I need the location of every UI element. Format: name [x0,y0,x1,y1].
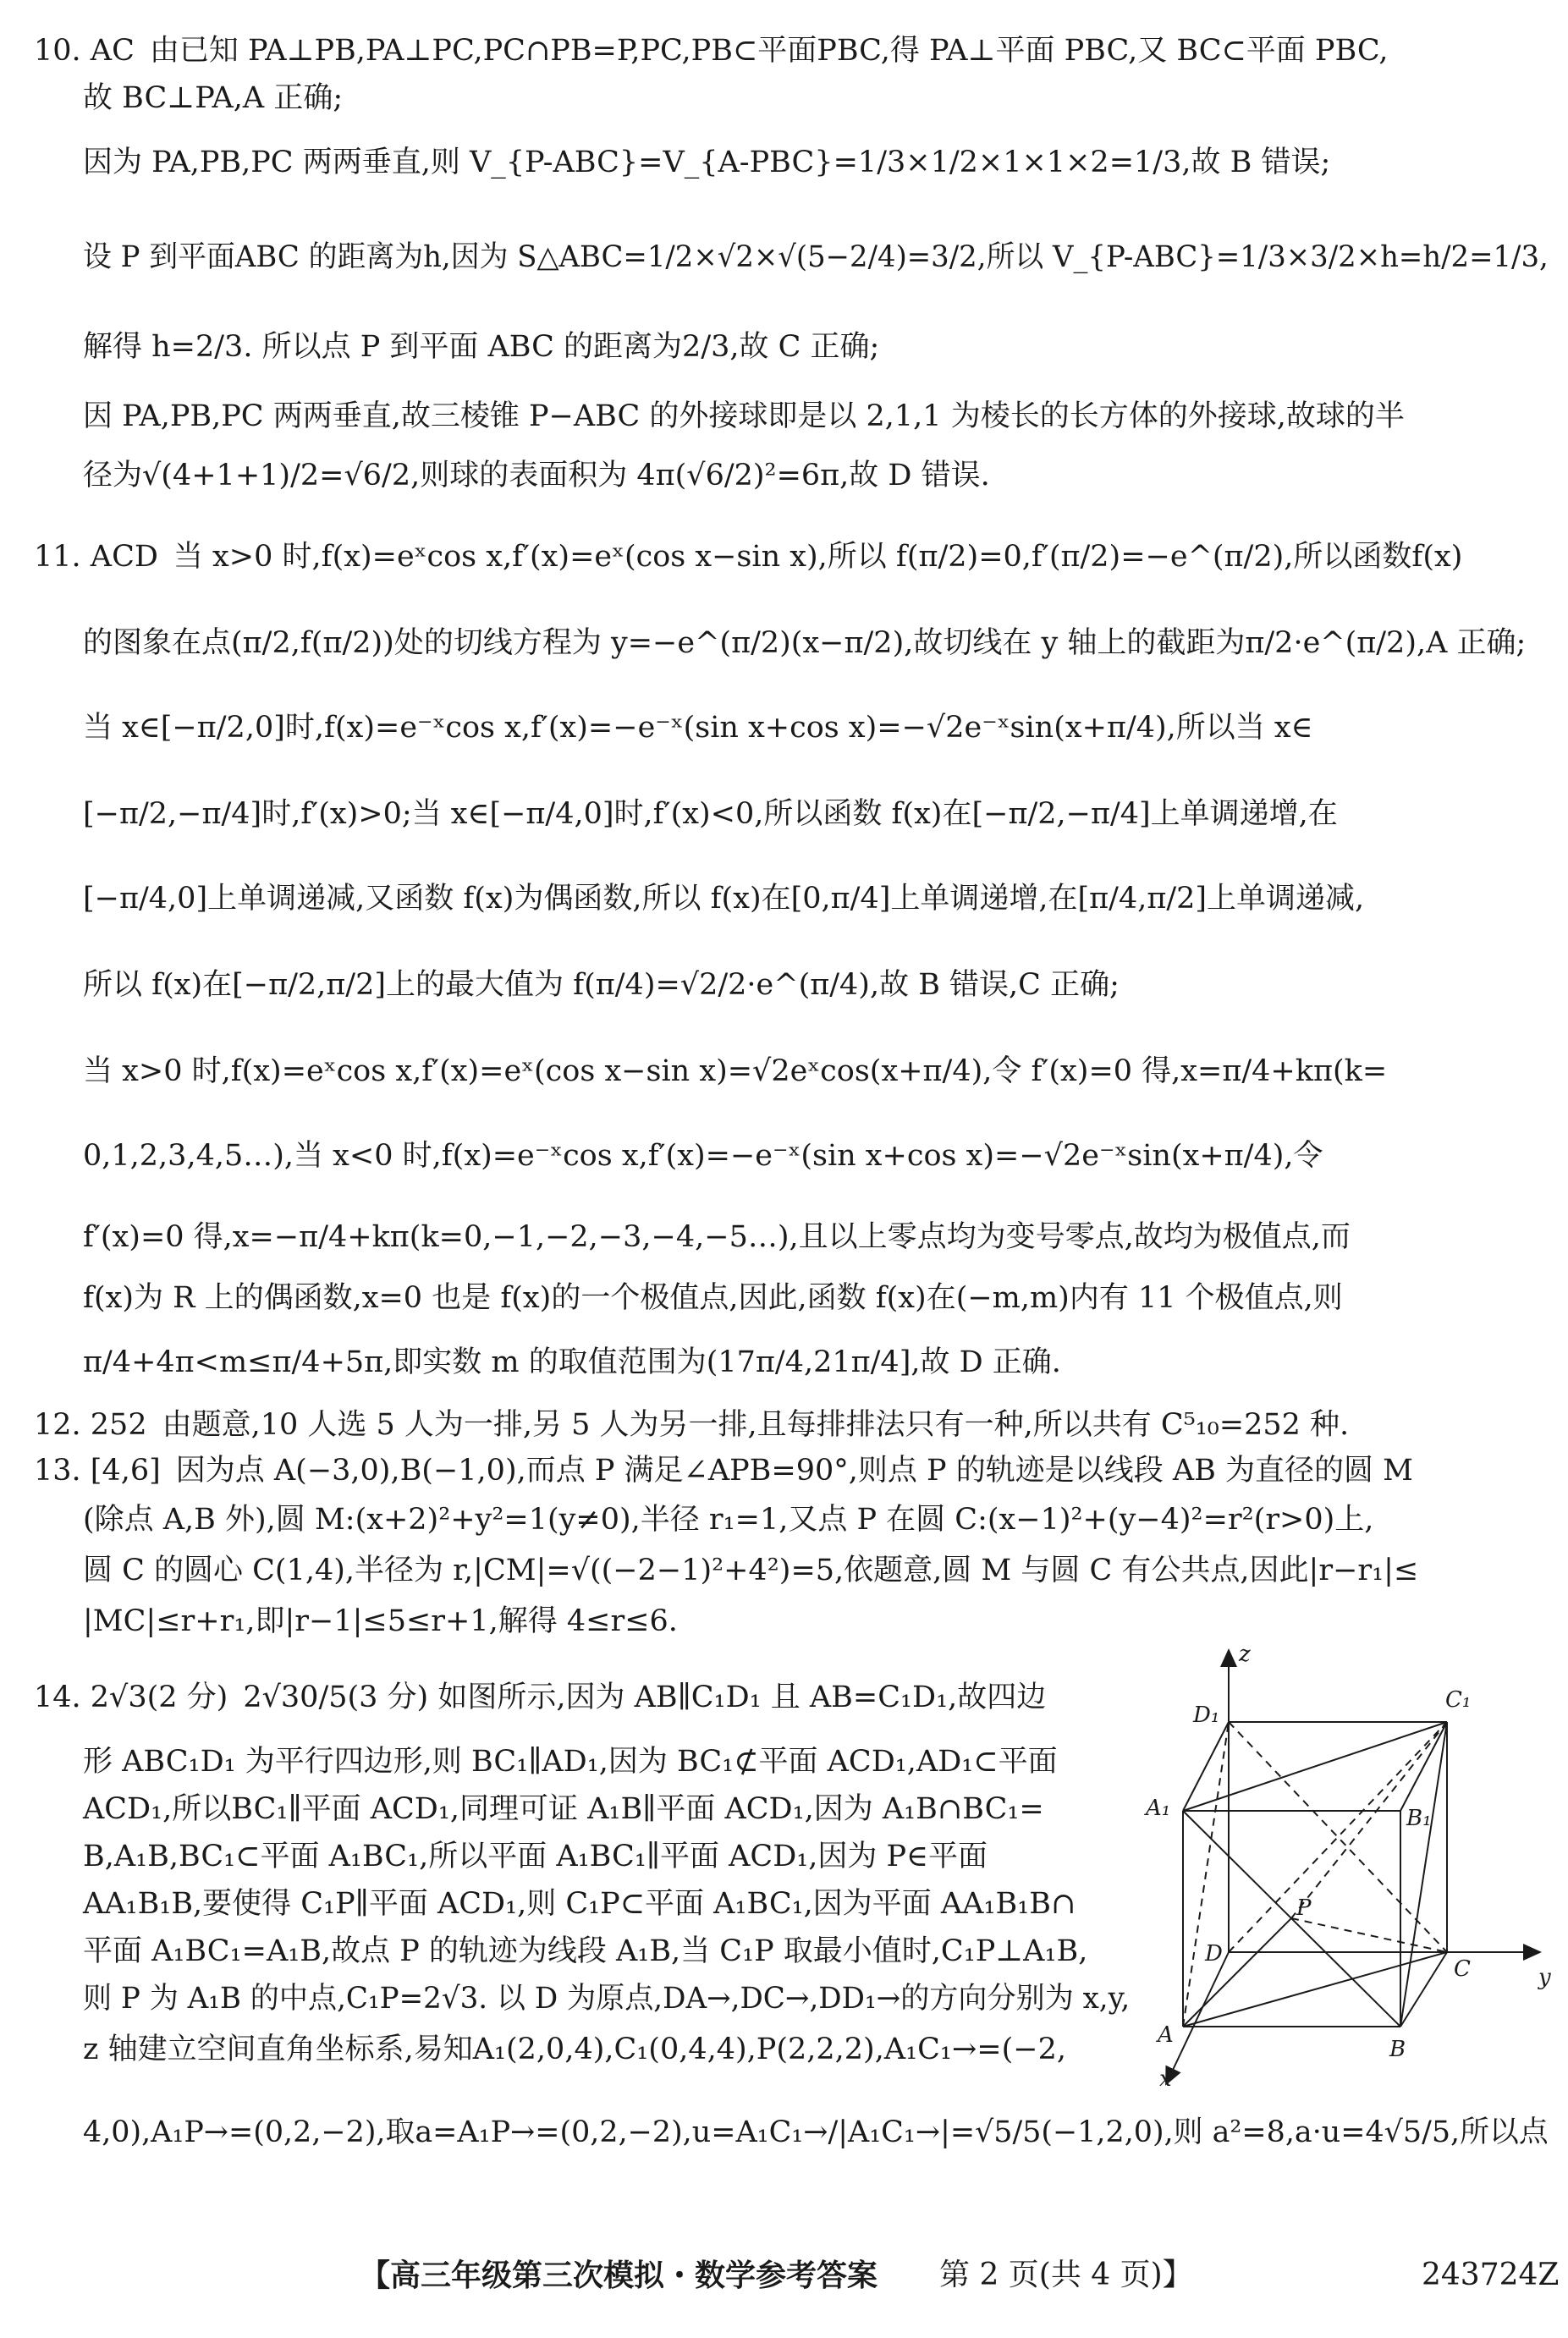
label-d1: D₁ [1193,1703,1220,1728]
text-line [83,2114,1549,2151]
line-text: [−π/4,0]上单调递减,又函数 f(x)为偶函数,所以 f(x)在[0,π/4]上单调递增,在[π/4,π/2]上单调递减, [83,882,1365,916]
line-text: π/4+4π<m≤π/4+5π,即实数 m 的取值范围为(17π/4,21π/4],故 D 正确. [83,1345,1061,1379]
text-line [83,144,1330,181]
text-line [83,1137,1323,1175]
text-line [83,328,879,366]
line-text: 径为√(4+1+1)/2=√6/2,则球的表面积为 4π(√6/2)²=6π,故 D 错误. [83,459,990,492]
line-text: 当 x>0 时,f(x)=eˣcos x,f′(x)=eˣ(cos x−sin x)=√2eˣcos(x+π/4),令 f′(x)=0 得,x=π/4+kπ(k= [83,1054,1388,1088]
text-line [83,1603,678,1640]
text-line [34,1452,1413,1489]
x-axis-line [1166,1952,1229,2084]
line-text: 平面 A₁BC₁=A₁B,故点 P 的轨迹为线段 A₁B,当 C₁P 取最小值时,C₁P⊥A₁B, [83,1934,1088,1968]
label-p: P [1296,1895,1312,1921]
footer-title: 【高三年级第三次模拟・数学参考答案 [360,2258,878,2293]
line-text: 4,0),A₁P→=(0,2,−2),取a=A₁P→=(0,2,−2),u=A₁C₁→/|A₁C₁→|=√5/5(−1,2,0),则 a²=8,a·u=4√5/5,所以点 [83,2115,1549,2149]
label-y: y [1538,1965,1551,1990]
text-line [83,1219,1351,1256]
question-number: 13. [4,6] [34,1454,161,1488]
line-text: B,A₁B,BC₁⊂平面 A₁BC₁,所以平面 A₁BC₁∥平面 ACD₁,因为 P∈平面 [83,1840,988,1873]
text-line [83,795,1338,833]
question-number: 14. 2√3(2 分) [34,1681,228,1714]
text-line [83,1933,1087,1970]
text-line [83,1980,1130,2017]
question-number: 11. ACD [34,540,158,574]
text-line [83,398,1405,435]
text-line [83,1501,1373,1538]
text-line [34,1679,1046,1716]
line-text: 当 x>0 时,f(x)=eˣcos x,f′(x)=eˣ(cos x−sin x),所以 f(π/2)=0,f′(π/2)=−e^(π/2),所以函数f(x) [173,540,1463,574]
line-text: 设 P 到平面ABC 的距离为h,因为 S△ABC=1/2×√2×√(5−2/4)=3/2,所以 V_{P-ABC}=1/3×3/2×h=h/2=1/3, [83,240,1549,274]
text-line [34,1406,1349,1444]
text-line [83,624,1526,662]
text-line [83,239,1549,276]
line-text: 因为 PA,PB,PC 两两垂直,则 V_{P-ABC}=V_{A-PBC}=1/3×1/2×1×1×2=1/3,故 B 错误; [83,146,1331,179]
dash-pc [1291,1918,1447,1952]
label-b1: B₁ [1406,1806,1432,1831]
line-text: f(x)为 R 上的偶函数,x=0 也是 f(x)的一个极值点,因此,函数 f(x)在(−m,m)内有 11 个极值点,则 [83,1281,1343,1315]
line-text: 由题意,10 人选 5 人为一排,另 5 人为另一排,且每排排法只有一种,所以共有 C⁵₁₀=252 种. [162,1408,1350,1442]
text-line [83,966,1120,1004]
label-a: A [1158,2022,1174,2048]
text-line [83,709,1313,746]
footer-code: 243724Z [1422,2258,1560,2292]
text-line [83,1838,988,1875]
text-line [83,1053,1387,1090]
line-text: ACD₁,所以BC₁∥平面 ACD₁,同理可证 A₁B∥平面 ACD₁,因为 A₁B∩BC₁= [83,1792,1044,1826]
line-text: 故 BC⊥PA,A 正确; [83,81,344,115]
line-text: 当 x∈[−π/2,0]时,f(x)=e⁻ˣcos x,f′(x)=−e⁻ˣ(sin x+cos x)=−√2e⁻ˣsin(x+π/4),所以当 x∈ [83,711,1313,745]
line-text: [−π/2,−π/4]时,f′(x)>0;当 x∈[−π/4,0]时,f′(x)<0,所以函数 f(x)在[−π/2,−π/4]上单调递增,在 [83,797,1338,831]
label-c1: C₁ [1445,1687,1472,1713]
line-text: |MC|≤r+r₁,即|r−1|≤5≤r+1,解得 4≤r≤6. [83,1604,678,1638]
line-text: 解得 h=2/3. 所以点 P 到平面 ABC 的距离为2/3,故 C 正确; [83,330,880,364]
line-text: z 轴建立空间直角坐标系,易知A₁(2,0,4),C₁(0,4,4),P(2,2,2),A₁C₁→=(−2, [83,2033,1066,2066]
line-text: 2√30/5(3 分) 如图所示,因为 AB∥C₁D₁ 且 AB=C₁D₁,故四边 [243,1681,1047,1714]
text-line [83,80,343,117]
line-text: (除点 A,B 外),圆 M:(x+2)²+y²=1(y≠0),半径 r₁=1,又点 P 在圆 C:(x−1)²+(y−4)²=r²(r>0)上, [83,1503,1374,1537]
label-z: z [1239,1642,1251,1667]
footer-page-number: 第 2 页(共 4 页)】 [939,2258,1193,2292]
line-text: 0,1,2,3,4,5…),当 x<0 时,f(x)=e⁻ˣcos x,f′(x)=−e⁻ˣ(sin x+cos x)=−√2e⁻ˣsin(x+π/4),令 [83,1139,1323,1173]
text-line [83,1552,1418,1589]
line-text: 因为点 A(−3,0),B(−1,0),而点 P 满足∠APB=90°,则点 P 的轨迹是以线段 AB 为直径的圆 M [175,1454,1413,1488]
text-line [83,1743,1058,1780]
diag-ap [1183,1918,1291,2027]
text-line [83,1791,1044,1828]
text-line [34,538,1462,575]
line-text: 形 ABC₁D₁ 为平行四边形,则 BC₁∥AD₁,因为 BC₁⊄平面 ACD₁,AD₁⊂平面 [83,1745,1058,1779]
question-number: 10. AC [34,34,135,68]
line-text: 圆 C 的圆心 C(1,4),半径为 r,|CM|=√((−2−1)²+4²)=5,依题意,圆 M 与圆 C 有公共点,因此|r−r₁|≤ [83,1554,1419,1587]
text-line [83,880,1364,917]
text-line [83,1344,1061,1381]
text-line [83,457,990,494]
label-a1: A₁ [1146,1796,1171,1821]
line-text: 则 P 为 A₁B 的中点,C₁P=2√3. 以 D 为原点,DA→,DC→,DD₁→的方向分别为 x,y, [83,1982,1131,2016]
text-line [34,32,1389,69]
line-text: 的图象在点(π/2,f(π/2))处的切线方程为 y=−e^(π/2)(x−π/2),故切线在 y 轴上的截距为π/2·e^(π/2),A 正确; [83,626,1527,660]
line-text: AA₁B₁B,要使得 C₁P∥平面 ACD₁,则 C₁P⊂平面 A₁BC₁,因为平面 AA₁B₁B∩ [83,1887,1076,1921]
text-line [83,2031,1066,2068]
line-text: 由已知 PA⊥PB,PA⊥PC,PC∩PB=P,PC,PB⊂平面PBC,得 PA⊥平面 PBC,又 BC⊂平面 PBC, [149,34,1389,68]
label-c: C [1454,1956,1471,1982]
cube-diagram [1134,1637,1557,2094]
line-text: 所以 f(x)在[−π/2,π/2]上的最大值为 f(π/4)=√2/2·e^(π/4),故 B 错误,C 正确; [83,968,1120,1002]
line-text: f′(x)=0 得,x=−π/4+kπ(k=0,−1,−2,−3,−4,−5…),且以上零点均为变号零点,故均为极值点,而 [83,1220,1351,1254]
question-number: 12. 252 [34,1408,147,1442]
cube-figure [1134,1637,1557,2094]
label-x: x [1159,2066,1172,2092]
line-text: 因 PA,PB,PC 两两垂直,故三棱锥 P−ABC 的外接球即是以 2,1,1 为棱长的长方体的外接球,故球的半 [83,399,1405,433]
label-b: B [1389,2037,1406,2062]
label-d: D [1205,1941,1223,1967]
text-line [83,1885,1076,1923]
text-line [83,1279,1343,1317]
